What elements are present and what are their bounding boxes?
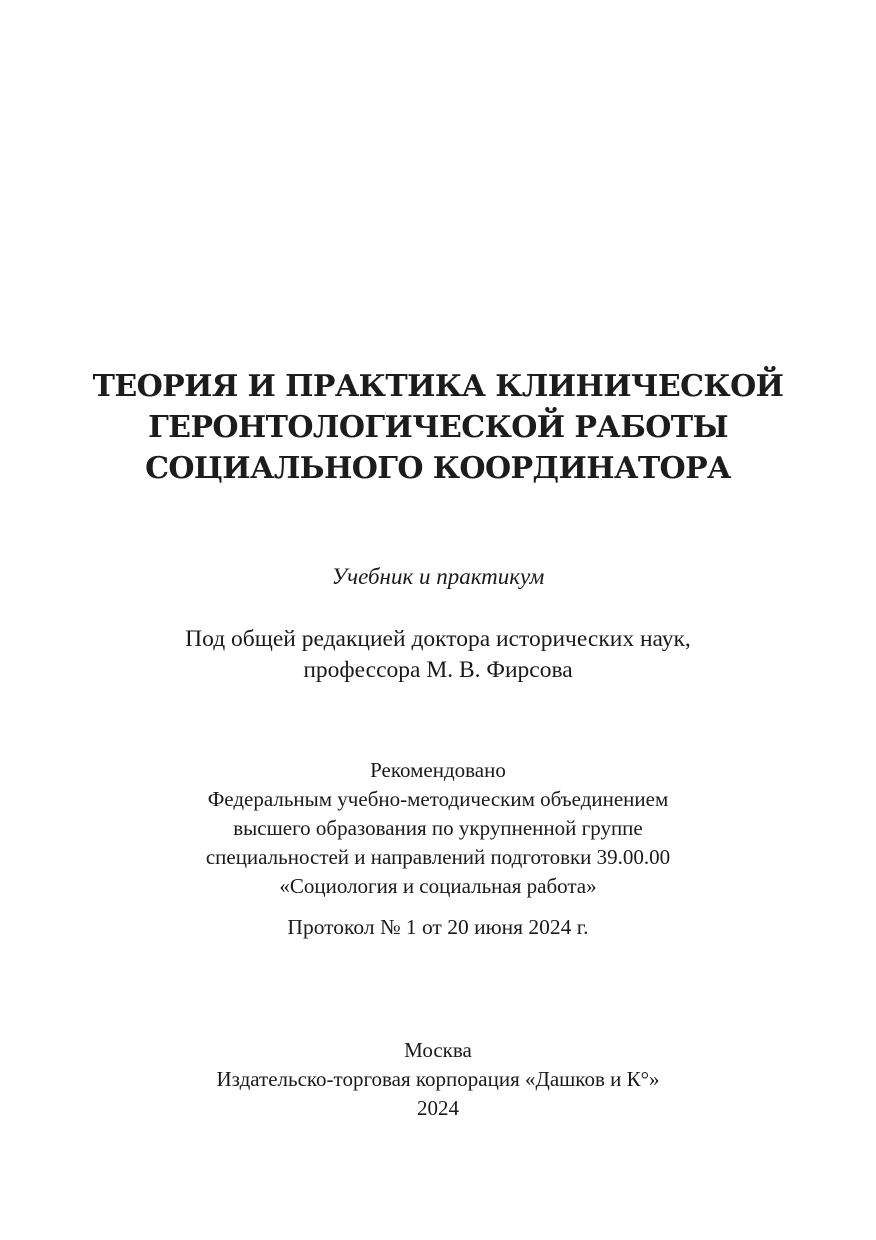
recommendation-line-1: Рекомендовано xyxy=(370,758,506,782)
book-title-line-2: ГЕРОНТОЛОГИЧЕСКОЙ РАБОТЫ xyxy=(148,410,728,445)
protocol-text: Протокол № 1 от 20 июня 2024 г. xyxy=(287,915,589,939)
recommendation-notice xyxy=(0,756,876,901)
imprint-year: 2024 xyxy=(417,1096,459,1120)
editor-credit xyxy=(0,624,876,686)
editor-credit-line-2: профессора М. В. Фирсова xyxy=(303,657,573,683)
publisher-imprint xyxy=(0,1036,876,1123)
book-title xyxy=(0,366,876,489)
imprint-publisher: Издательско-торговая корпорация «Дашков и К°» xyxy=(216,1067,660,1091)
book-subtitle-text: Учебник и практикум xyxy=(331,564,545,589)
recommendation-line-5: «Социология и социальная работа» xyxy=(279,874,597,898)
imprint-city: Москва xyxy=(404,1038,472,1062)
book-subtitle xyxy=(0,563,876,591)
book-title-line-1: ТЕОРИЯ И ПРАКТИКА КЛИНИЧЕСКОЙ xyxy=(92,369,784,404)
book-title-line-3: СОЦИАЛЬНОГО КООРДИНАТОРА xyxy=(145,451,731,486)
recommendation-line-3: высшего образования по укрупненной группе xyxy=(233,816,643,840)
protocol-notice xyxy=(0,913,876,942)
recommendation-line-4: специальностей и направлений подготовки 39.00.00 xyxy=(205,845,671,869)
editor-credit-line-1: Под общей редакцией доктора исторических наук, xyxy=(185,626,691,652)
recommendation-line-2: Федеральным учебно-методическим объединением xyxy=(207,787,669,811)
